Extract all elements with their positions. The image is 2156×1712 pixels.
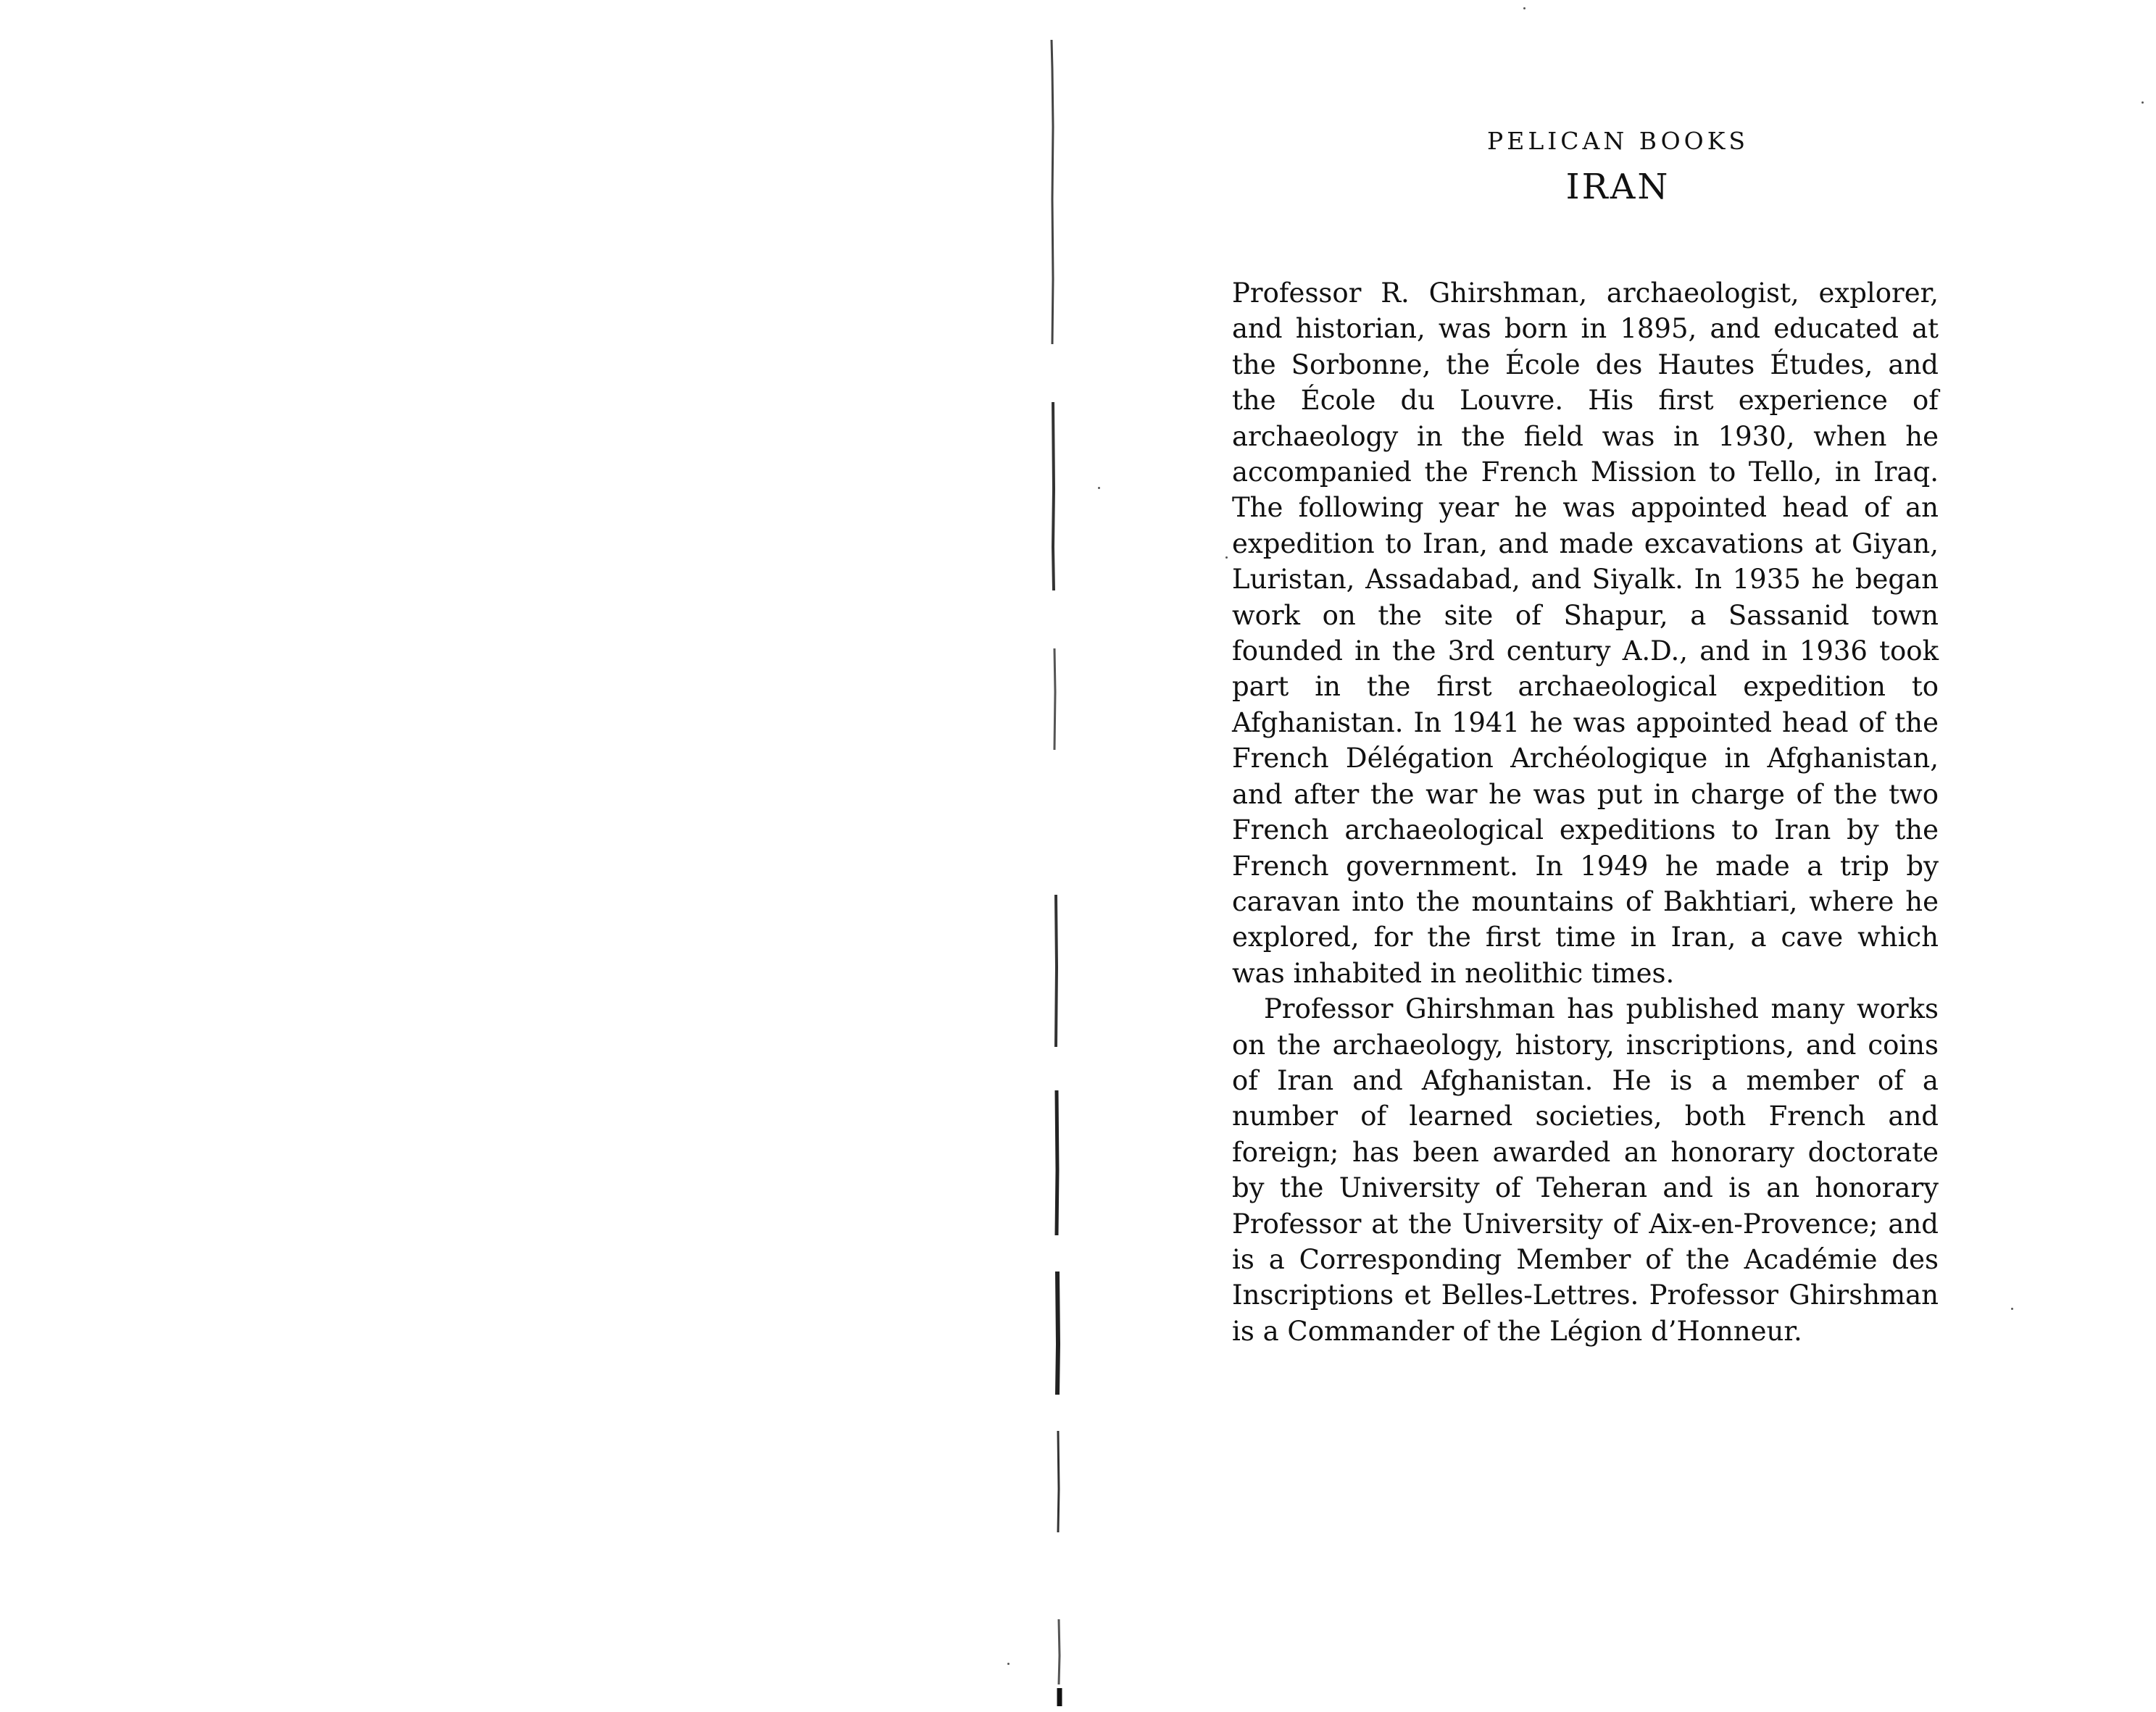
book-title: IRAN: [1565, 167, 1670, 207]
author-biography: [1232, 275, 1939, 1349]
paper-speck: [1523, 7, 1526, 9]
paper-speck: [1225, 556, 1228, 559]
series-heading: PELICAN BOOKS: [1487, 127, 1749, 155]
right-page: [1232, 127, 1939, 1349]
paper-speck: [1098, 487, 1100, 489]
bio-paragraph-2: Professor Ghirshman has published many works on the archaeology, history, inscriptions, and coins of Iran and Afghanistan. He is a member of a number of learned societies, both French and foreign; has been awarded an honorary doctorate by the University of Teheran and is an honorary Professor at the University of Aix-en-Provence; and is a Corresponding Member of the Académie des Inscriptions et Belles-Lettres. Professor Ghirshman is a Commander of the Légion d’Honneur.: [1232, 993, 1939, 1347]
paper-speck: [2011, 1308, 2013, 1310]
gutter-shadow-graphic: [1049, 40, 1070, 1706]
paper-speck: [2142, 101, 2144, 104]
bio-paragraph-1: Professor R. Ghirshman, archaeologist, explorer, and historian, was born in 1895, and educated at the Sorbonne, the École des Hautes Études, and the École du Louvre. His first experience of archaeology in the field was in 1930, when he accompanied the French Mission to Tello, in Iraq. The following year he was appointed head of an expedition to Iran, and made excavations at Giyan, Luristan, Assadabad, and Siyalk. In 1935 he began work on the site of Shapur, a Sassanid town founded in the 3rd century A.D., and in 1936 took part in the first archaeological expedition to Afghanistan. In 1941 he was appointed head of the French Délégation Archéologique in Afghanistan, and after the war he was put in charge of the two French archaeological expeditions to Iran by the French government. In 1949 he made a trip by caravan into the mountains of Bakhtiari, where he explored, for the first time in Iran, a cave which was inhabited in neolithic times.: [1232, 277, 1939, 989]
paper-speck: [1007, 1663, 1010, 1665]
